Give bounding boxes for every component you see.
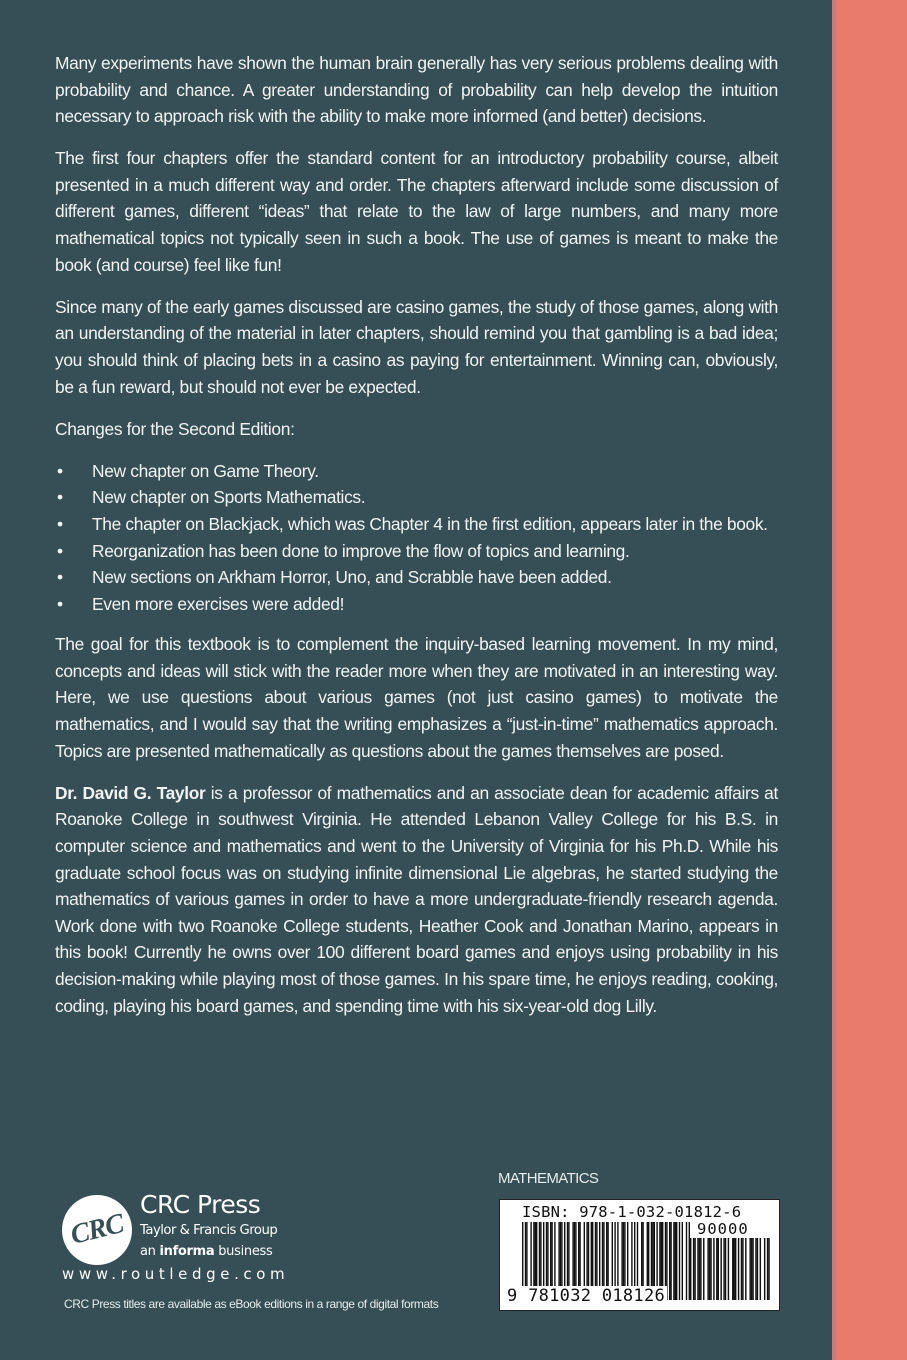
barcode-bar <box>741 1238 742 1300</box>
barcode-bar <box>757 1238 758 1300</box>
publisher-url: www.routledge.com <box>62 1265 290 1283</box>
informa-prefix: an <box>140 1244 160 1259</box>
author-name: Dr. David G. Taylor <box>55 782 206 803</box>
bullet-icon: • <box>57 460 63 481</box>
change-text: Even more exercises were added! <box>92 593 345 614</box>
barcode-bar <box>700 1238 701 1300</box>
crc-logo-icon <box>62 1195 132 1265</box>
changes-list-item <box>55 484 778 511</box>
ean-digits: 9 781032 018126 <box>507 1286 666 1306</box>
goal-paragraph: The goal for this textbook is to complement the inquiry-based learning movement. In my mind, concepts and ideas will stick with the reader more when they are motivated in an interesting way. Here, we use questions about various games (not just casino games) to motivate the mathematics, and I would say that the writing emphasizes a “just-in-time” mathematics approach. Topics are presented mathematically as questions about the games themselves are posed. <box>55 634 778 761</box>
change-text: New chapter on Sports Mathematics. <box>92 487 366 508</box>
publisher-group: Taylor & Francis Group <box>140 1223 278 1238</box>
author-bio-text: is a professor of mathematics and an associate dean for academic affairs at Roanoke College in southwest Virginia. He attended Lebanon Valley College for his B.S. in computer science and mathematics and went to the University of Virginia for his Ph.D. While his graduate school focus was on studying infinite dimensional Lie algebras, he started studying the mathematics of various games in order to have a more undergraduate-friendly research agenda. Work done with two Roanoke College students, Heather Cook and Jonathan Marino, appears in this book! Currently he owns over 100 different board games and enjoys using probability in his decision-making while playing most of those games. In his spare time, he enjoys reading, cooking, coding, playing his board games, and spending time with his six-year-old dog Lilly. <box>55 782 778 1016</box>
barcode-box <box>499 1199 780 1311</box>
barcode-bar <box>718 1238 719 1300</box>
changes-heading: Changes for the Second Edition: <box>55 418 295 439</box>
barcode-bar <box>716 1238 717 1300</box>
barcode-bar <box>755 1238 756 1300</box>
barcode-bar <box>720 1238 721 1300</box>
barcode-bar <box>694 1238 695 1300</box>
barcode-bar <box>675 1222 676 1300</box>
barcode-bar <box>735 1238 736 1300</box>
barcode-bar <box>709 1238 710 1300</box>
bullet-icon: • <box>57 567 63 588</box>
barcode-bar <box>767 1238 768 1300</box>
bullet-icon: • <box>57 540 63 561</box>
barcode-bar <box>732 1238 733 1300</box>
changes-list <box>55 458 778 618</box>
publisher-informa <box>140 1244 272 1259</box>
changes-list-item <box>55 458 778 485</box>
author-bio <box>55 780 778 1019</box>
bullet-icon: • <box>57 487 63 508</box>
barcode-bar <box>760 1238 761 1300</box>
barcode-bar <box>725 1238 726 1300</box>
bullet-icon: • <box>57 513 63 534</box>
informa-suffix: business <box>214 1244 273 1259</box>
barcode-bar <box>673 1222 674 1300</box>
isbn-label: ISBN: 978-1-032-01812-6 <box>522 1203 742 1221</box>
barcode-bar <box>764 1238 765 1300</box>
barcode-bar <box>669 1222 670 1300</box>
barcode-bar <box>728 1238 729 1300</box>
changes-list-item <box>55 564 778 591</box>
barcode-bar <box>703 1238 704 1300</box>
barcode-bar <box>689 1222 690 1300</box>
barcode-bar <box>710 1238 711 1300</box>
blurb-paragraph-3: Since many of the early games discussed are casino games, the study of those games, along with an understanding of the material in later chapters, should remind you that gambling is a bad idea; you should think of placing bets in a casino as paying for entertainment. Winning can, obviously, be a fun reward, but should not ever be expected. <box>55 296 778 397</box>
price-code: 90000 <box>697 1220 749 1238</box>
barcode-bar <box>768 1238 769 1300</box>
crc-logo-text: CRC <box>67 1208 127 1251</box>
barcode-bar <box>690 1238 691 1300</box>
blurb-text <box>55 50 778 1035</box>
publisher-name: CRC Press <box>140 1190 261 1219</box>
barcode-bar <box>734 1238 735 1300</box>
change-text: Reorganization has been done to improve the flow of topics and learning. <box>92 540 630 561</box>
barcode-bar <box>751 1238 752 1300</box>
bullet-icon: • <box>57 593 63 614</box>
barcode-bar <box>713 1238 714 1300</box>
subject-label: MATHEMATICS <box>498 1170 599 1187</box>
barcode-bar <box>679 1222 680 1300</box>
barcode-bar <box>697 1238 698 1300</box>
barcode-bar <box>686 1222 687 1300</box>
barcode-bar <box>699 1238 700 1300</box>
barcode-bar <box>749 1238 750 1300</box>
barcode-bar <box>693 1238 694 1300</box>
informa-bold: informa <box>159 1244 215 1259</box>
barcode-bar <box>745 1238 746 1300</box>
blurb-paragraph-2: The first four chapters offer the standard content for an introductory probability course, albeit presented in a much different way and order. The chapters afterward include some discussion of different games, different “ideas” that relate to the law of large numbers, and many more mathematical topics not typically seen in such a book. The use of games is meant to make the book (and course) feel like fun! <box>55 148 778 275</box>
changes-list-item <box>55 591 778 618</box>
barcode-bar <box>738 1238 739 1300</box>
barcode-bar <box>676 1222 677 1300</box>
blurb-paragraph-1: Many experiments have shown the human brain generally has very serious problems dealing with probability and chance. A greater understanding of probability can help develop the intuition necessary to approach risk with the ability to make more informed (and better) decisions. <box>55 53 778 127</box>
barcode-bar <box>670 1222 671 1300</box>
change-text: New chapter on Game Theory. <box>92 460 319 481</box>
changes-list-item <box>55 538 778 565</box>
change-text: New sections on Arkham Horror, Uno, and Scrabble have been added. <box>92 567 612 588</box>
accent-strip <box>836 0 907 1360</box>
barcode-bar <box>707 1238 708 1300</box>
barcode-bar <box>752 1238 753 1300</box>
ebook-note: CRC Press titles are available as eBook editions in a range of digital formats <box>64 1297 439 1311</box>
changes-list-item <box>55 511 778 538</box>
change-text: The chapter on Blackjack, which was Chapter 4 in the first edition, appears later in the book. <box>92 513 768 534</box>
barcode-bar <box>682 1222 683 1300</box>
barcode-bar <box>742 1238 743 1300</box>
barcode-bar <box>723 1238 724 1300</box>
